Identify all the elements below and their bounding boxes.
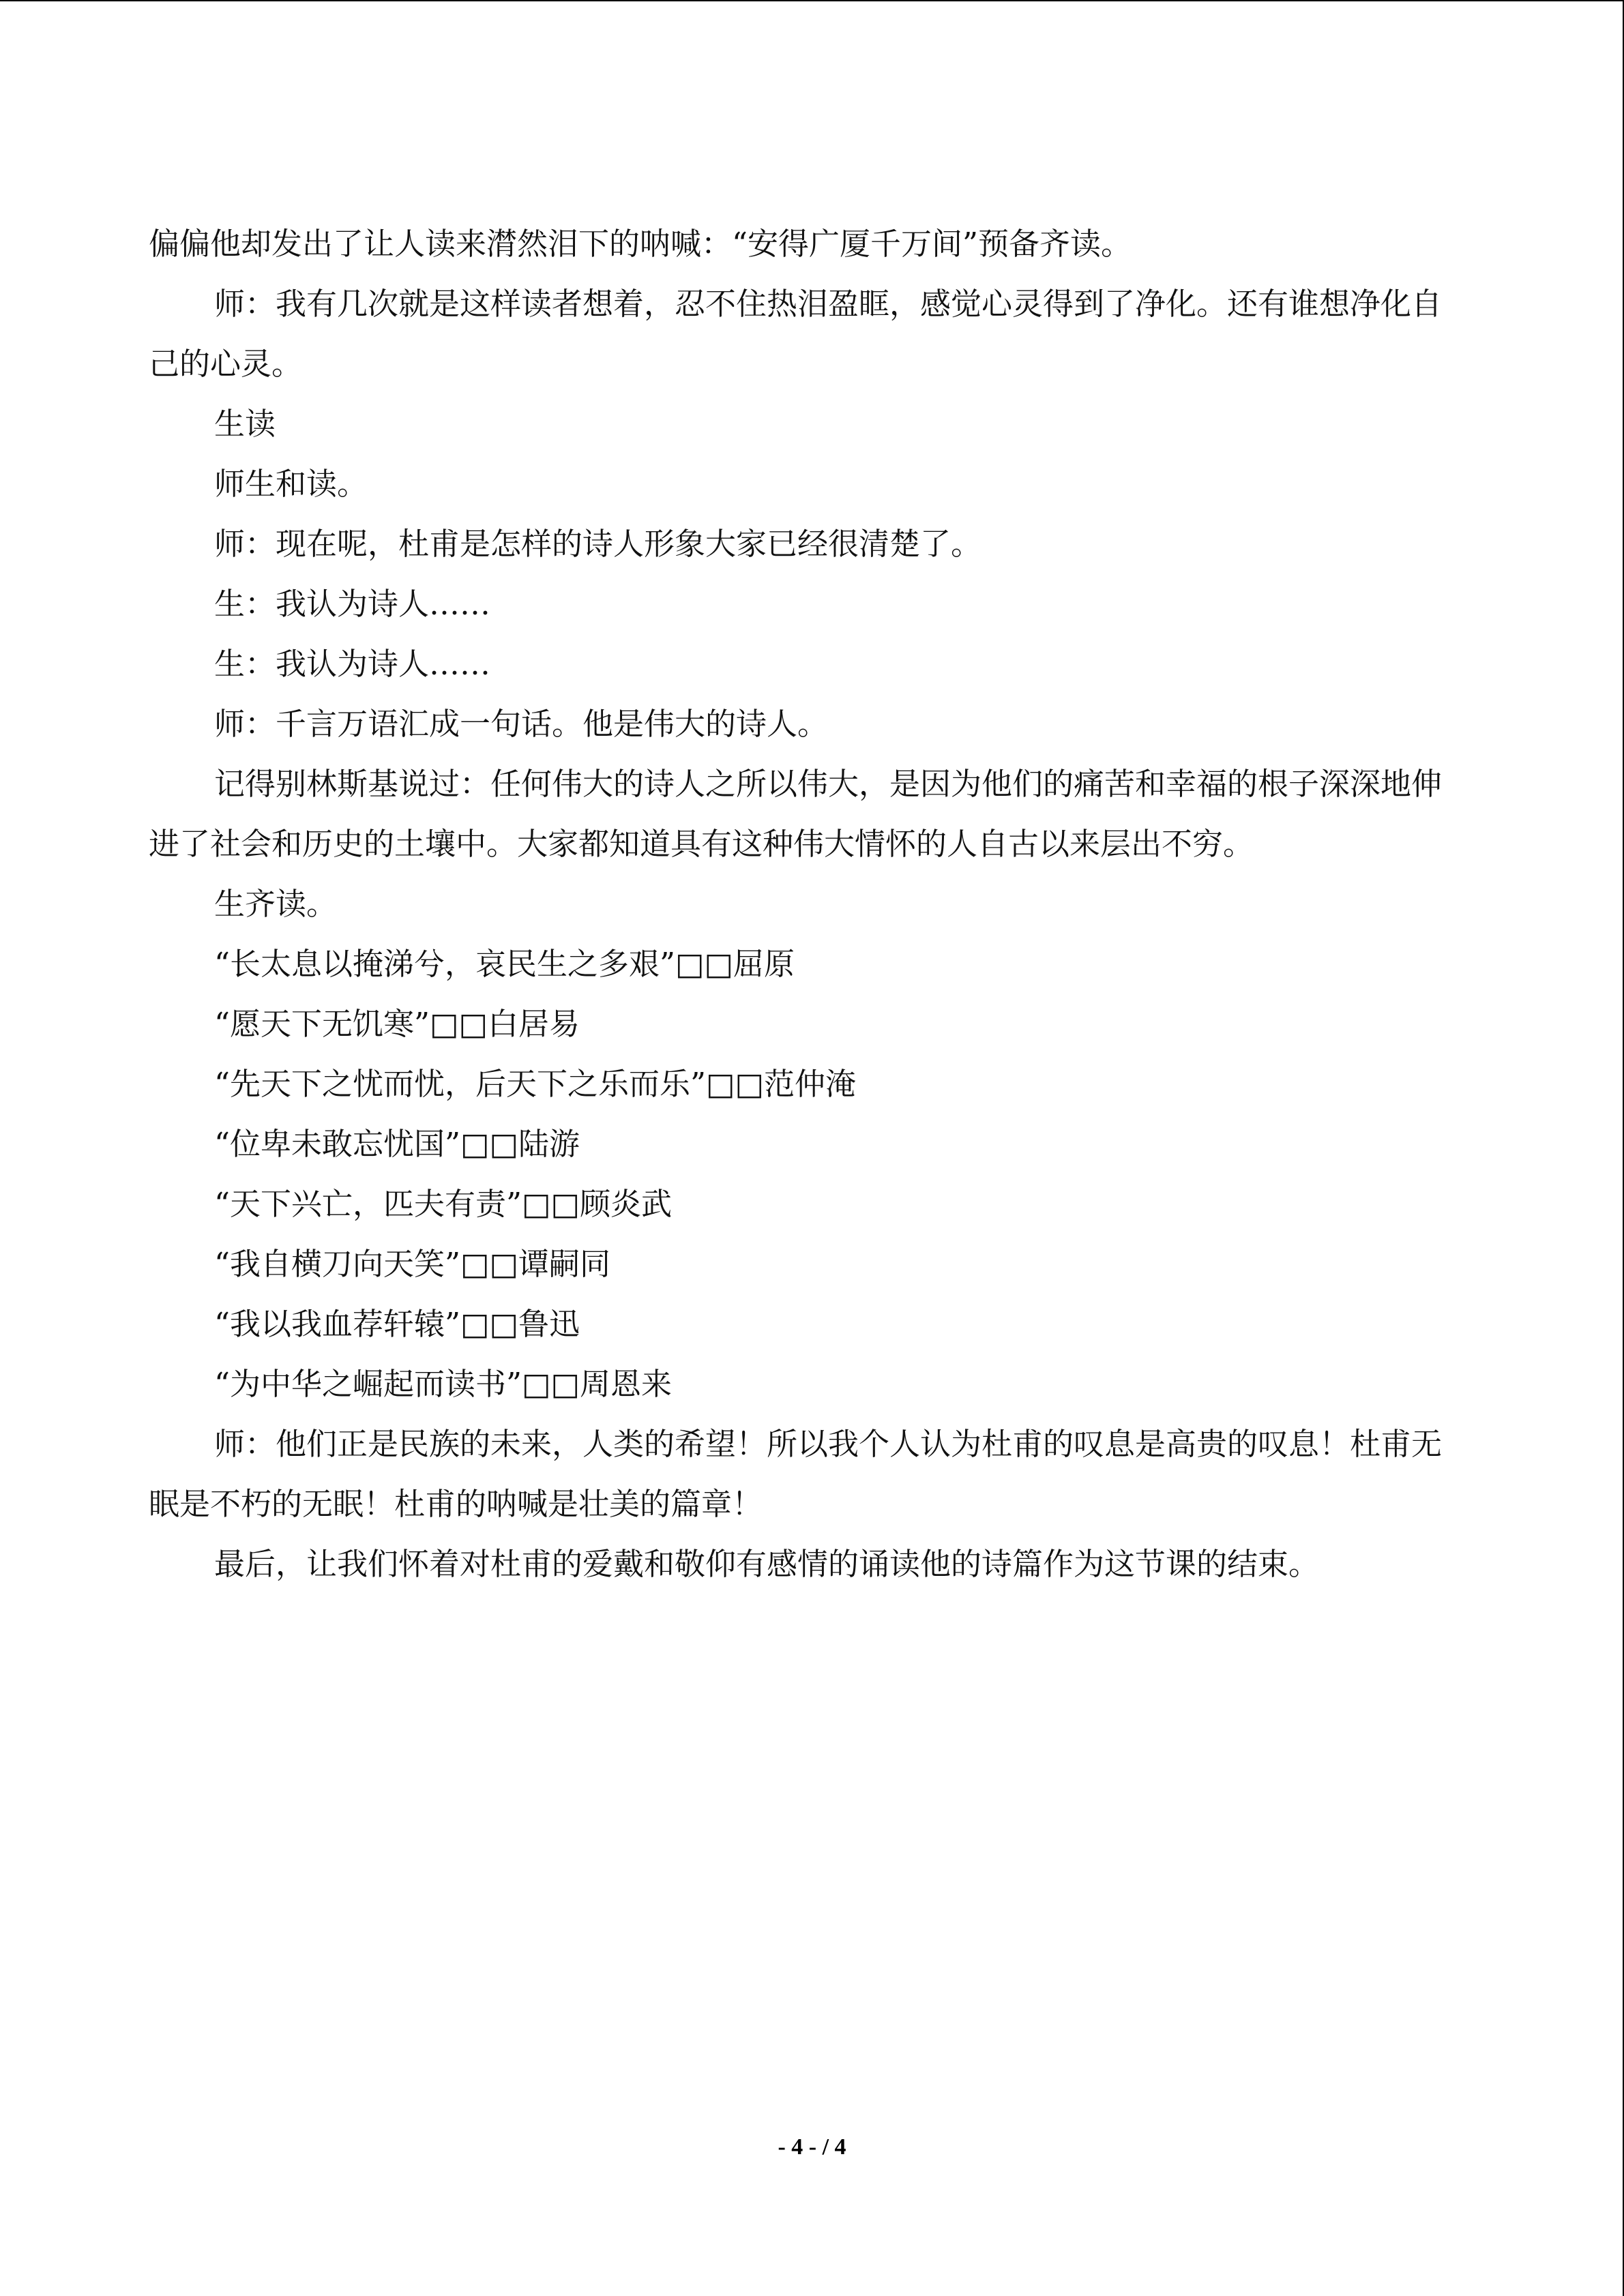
paragraph: 最后，让我们怀着对杜甫的爱戴和敬仰有感情的诵读他的诗篇作为这节课的结束。: [214, 1546, 1320, 1582]
paragraph: 生读: [214, 406, 276, 442]
quote-line: “愿天下无饥寒”□□白居易: [214, 1006, 580, 1042]
quote-line: “位卑未敢忘忧国”□□陆游: [214, 1126, 580, 1162]
paragraph: 师：我有几次就是这样读者想着，忍不住热泪盈眶，感觉心灵得到了净化。还有谁想净化自己的心灵。: [149, 286, 1443, 382]
quote-line: “天下兴亡，匹夫有责”□□顾炎武: [214, 1186, 673, 1222]
paragraph: 师：千言万语汇成一句话。他是伟大的诗人。: [214, 706, 829, 742]
paragraph: 记得别林斯基说过：任何伟大的诗人之所以伟大，是因为他们的痛苦和幸福的根子深深地伸进了社会和历史的土壤中。大家都知道具有这种伟大情怀的人自古以来层出不穷。: [149, 766, 1443, 862]
quote-line: “我以我血荐轩辕”□□鲁迅: [214, 1306, 580, 1342]
paragraph: 生：我认为诗人……: [214, 646, 491, 682]
paragraph: 生：我认为诗人……: [214, 586, 491, 622]
quote-line: “为中华之崛起而读书”□□周恩来: [214, 1366, 673, 1402]
paragraph: 偏偏他却发出了让人读来潸然泪下的呐喊：“安得广厦千万间”预备齐读。: [149, 226, 1132, 262]
quote-line: “我自横刀向天笑”□□谭嗣同: [214, 1246, 611, 1282]
paragraph: 师：现在呢，杜甫是怎样的诗人形象大家已经很清楚了。: [214, 526, 982, 562]
paragraph: 师：他们正是民族的未来，人类的希望！所以我个人认为杜甫的叹息是高贵的叹息！杜甫无眠是不朽的无眠！杜甫的呐喊是壮美的篇章！: [149, 1426, 1443, 1522]
page-number: - 4 - / 4: [778, 2134, 846, 2160]
document-body: [149, 214, 1458, 1594]
paragraph: 生齐读。: [214, 886, 338, 922]
quote-line: “先天下之忧而忧，后天下之乐而乐”□□范仲淹: [214, 1066, 857, 1102]
quote-line: “长太息以掩涕兮，哀民生之多艰”□□屈原: [214, 946, 795, 982]
paragraph: 师生和读。: [214, 466, 368, 502]
